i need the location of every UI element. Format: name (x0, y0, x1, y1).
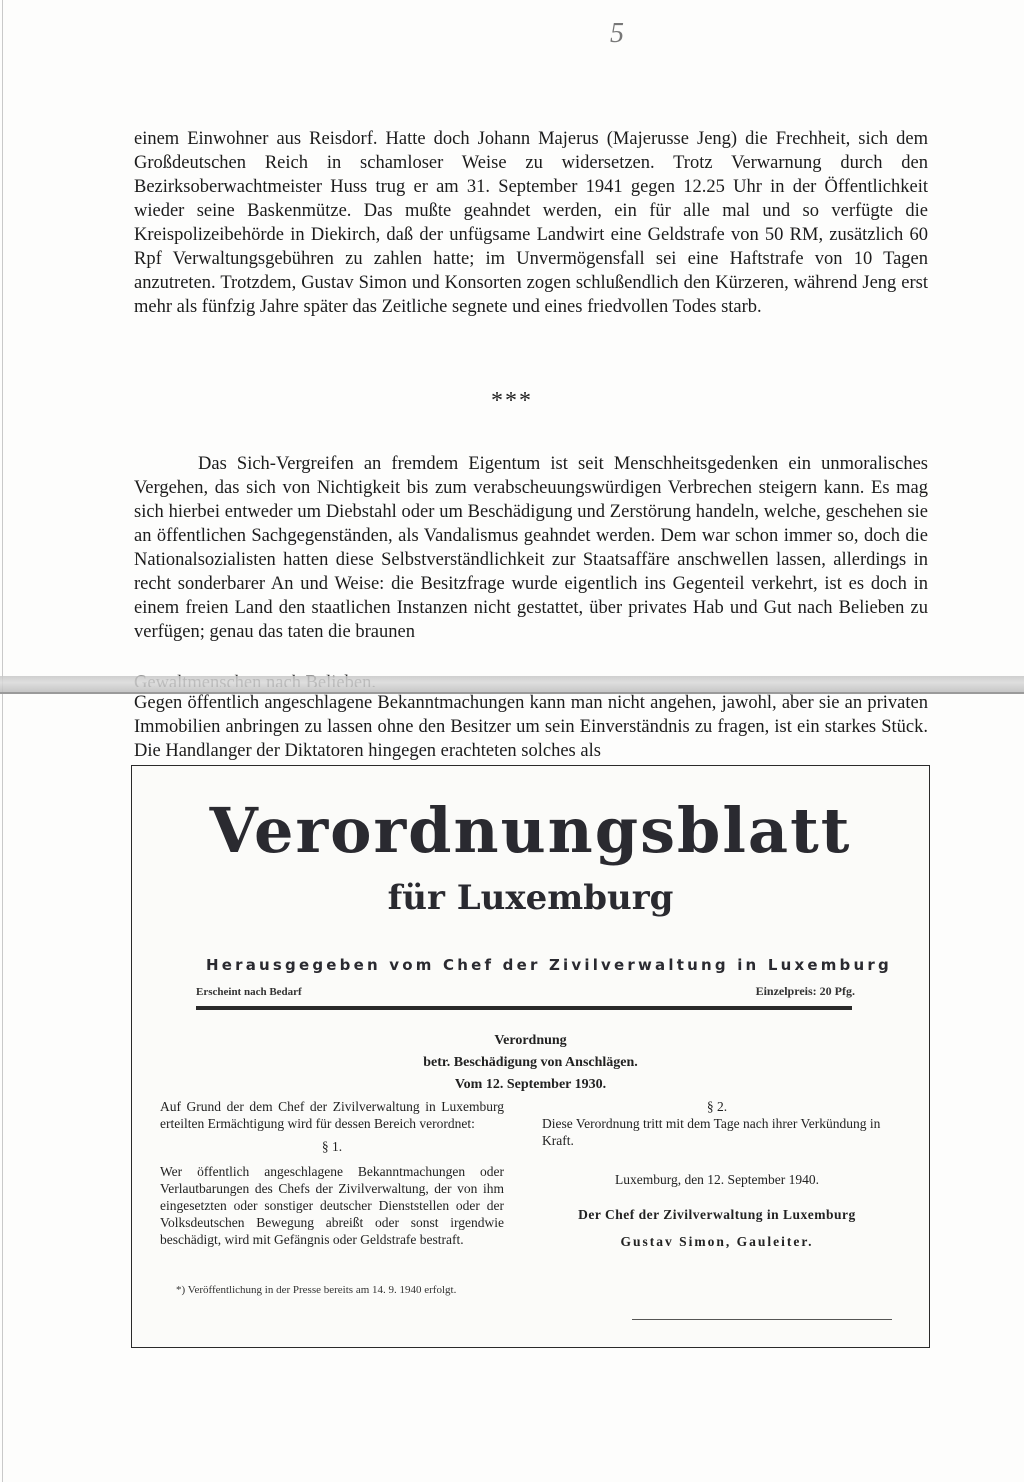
section-2-heading: § 2. (706, 1099, 728, 1114)
masthead-subtitle: für Luxemburg (387, 878, 674, 918)
ordinance-heading (132, 1030, 929, 1096)
frequency-note: Erscheint nach Bedarf (196, 986, 302, 998)
paragraph-3-text: Gegen öffentlich angeschlagene Bekanntmachungen kann man nicht angehen, jawohl, aber sie an privaten Immobilien anbringen zu lassen ohne den Besitzer um sein Einverständnis zu fragen, ist ein starkes Stück. Die Handlanger der Diktatoren hingegen erachteten solches als (134, 693, 928, 761)
masthead-title: Verordnungsblatt (209, 794, 852, 867)
signatory-title: Der Chef der Zivilverwaltung in Luxemburg (578, 1207, 856, 1222)
scan-artifact-band (0, 676, 1024, 692)
footnote-rule (632, 1319, 892, 1320)
scan-edge-line (2, 0, 3, 1482)
ordinance-right-column (542, 1098, 892, 1250)
ordinance-title-2: betr. Beschädigung von Anschlägen. (423, 1055, 638, 1070)
price-note: Einzelpreis: 20 Pfg. (755, 984, 855, 998)
ordinance-left-column (160, 1098, 504, 1248)
place-date: Luxemburg, den 12. September 1940. (614, 1172, 820, 1187)
section-separator: *** (491, 388, 533, 414)
footnote: *) Veröffentlichung in der Presse bereits am 14. 9. 1940 erfolgt. (176, 1284, 457, 1296)
paragraph-bekanntmachungen (134, 691, 928, 763)
publisher-line: Herausgegeben vom Chef der Zivilverwaltung in Luxemburg (206, 956, 892, 974)
masthead-rule (196, 1006, 852, 1010)
signatory-name: Gustav Simon, Gauleiter. (620, 1234, 814, 1249)
section-2-text: Diese Verordnung tritt mit dem Tage nach ihrer Verkündung in Kraft. (542, 1116, 881, 1148)
section-1-heading: § 1. (321, 1139, 343, 1154)
paragraph-1-text: einem Einwohner aus Reisdorf. Hatte doch Johann Majerus (Majerusse Jeng) die Frechheit, sich dem Großdeutschen Reich in schamloser Weise zu widersetzen. Trotz Verwarnung durch den Bezirksoberwachtmeister Huss trug er am 31. September 1941 gegen 12.25 Uhr in der Öffentlichkeit wieder seine Baskenmütze. Das mußte geahndet werden, ein für alle mal und so verfügte die Kreispolizeibehörde in Diekirch, daß der unfügsame Landwirt eine Geldstrafe von 50 RM, zusätzlich 60 Rpf Verwaltungsgebühren zu zahlen hatte; im Unvermögensfall sei eine Haftstrafe von 10 Tagen anzutreten. Trotzdem, Gustav Simon und Konsorten zogen schlußendlich den Kürzeren, während Jeng erst mehr als fünfzig Jahre später das Zeitliche segnete und eines friedvollen Todes starb. (134, 129, 928, 317)
page-number: 5 (610, 18, 624, 49)
newspaper-clipping (131, 765, 930, 1348)
paragraph-reisdorf (134, 127, 928, 319)
paragraph-eigentum (134, 452, 928, 644)
section-1-text: Wer öffentlich angeschlagene Bekanntmachungen oder Verlautbarungen des Chefs der Zivilverwaltung, der von ihm eingesetzten oder sonstiger deutscher Dienststellen oder der Volksdeutschen Bewegung abreißt oder sonst irgendwie beschädigt, wird mit Gefängnis oder Geldstrafe bestraft. (160, 1164, 504, 1247)
paragraph-2-text: Das Sich-Vergreifen an fremdem Eigentum ist seit Menschheitsgedenken ein unmoralisches Vergehen, das sich von Nichtigkeit bis zum verabscheuungswürdigen Verbrechen steigern kann. Es mag sich hierbei entweder um Diebstahl oder um Beschädigung und Zerstörung handeln, welche, geschehen sie an öffentlichen Sachgegenständen, als Vandalismus geahndet werden. Dem war schon immer so, doch die Nationalsozialisten hatten diese Selbstverständlichkeit zur Staatsaffäre anschwellen lassen, allerdings in recht sonderbarer An und Weise: die Besitzfrage wurde eigentlich ins Gegenteil verkehrt, ist es doch in einem freien Land den staatlichen Instanzen nicht gestattet, über privates Hab und Gut nach Belieben zu verfügen; genau das taten die braunen (134, 454, 928, 642)
ordinance-preamble: Auf Grund der dem Chef der Zivilverwaltung in Luxemburg erteilten Ermächtigung wird für dessen Bereich verordnet: (160, 1099, 504, 1131)
ordinance-title-1: Verordnung (494, 1033, 567, 1048)
ordinance-title-3: Vom 12. September 1930. (454, 1077, 607, 1092)
